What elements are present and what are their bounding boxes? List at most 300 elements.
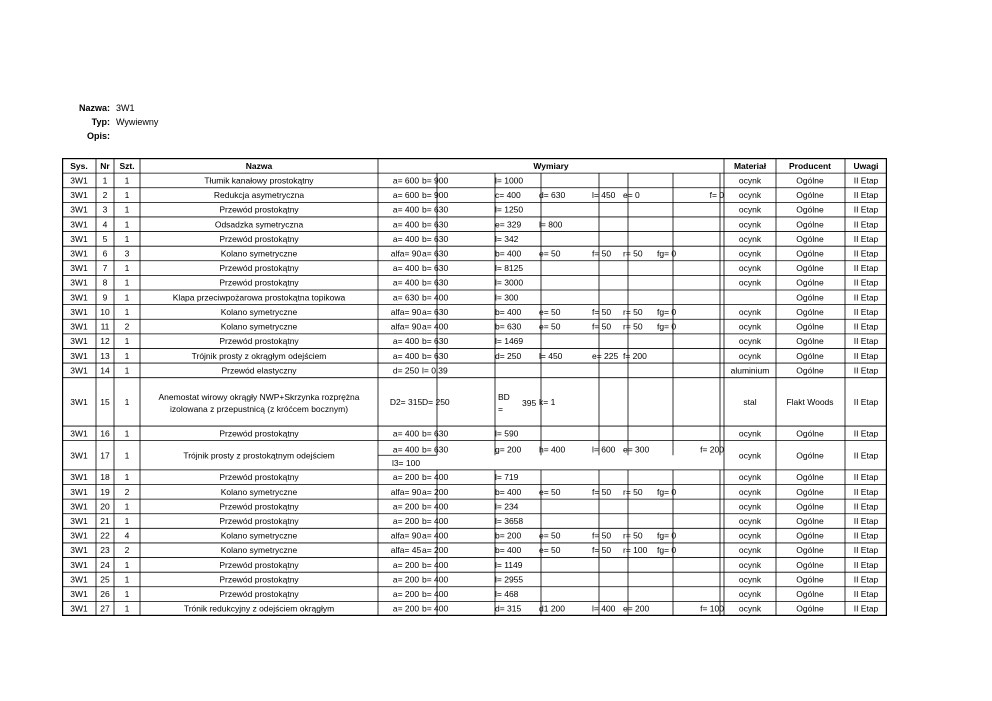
- cell-dim: f= 200: [700, 444, 724, 455]
- cell-material: aluminium: [730, 365, 770, 376]
- cell-uwagi: II Etap: [853, 450, 879, 461]
- column-header-4: Wymiary: [533, 161, 569, 172]
- cell-szt: 1: [124, 336, 130, 347]
- cell-dim: b= 630: [422, 444, 449, 455]
- cell-dim: f= 100: [700, 603, 724, 614]
- cell-nazwa: Kolano symetryczne: [220, 248, 298, 259]
- cell-dim: e= 0: [623, 190, 640, 201]
- cell-dim: alfa= 90: [390, 248, 422, 259]
- cell-dim: 395: [522, 397, 537, 408]
- nazwa-row: [60, 101, 158, 115]
- cell-dim: b= 630: [422, 233, 449, 244]
- cell-uwagi: II Etap: [853, 350, 879, 361]
- cell-dim: f= 50: [592, 306, 612, 317]
- cell-szt: 1: [124, 219, 130, 230]
- cell-szt: 1: [124, 263, 130, 274]
- column-header-7: Uwagi: [853, 161, 879, 172]
- components-table: [62, 158, 887, 616]
- cell-szt: 1: [124, 292, 130, 303]
- cell-dim: d= 630: [539, 190, 566, 201]
- cell-dim: fg= 0: [657, 248, 677, 259]
- cell-sys: 3W1: [70, 428, 88, 439]
- cell-dim: a= 400: [392, 263, 420, 274]
- cell-sys: 3W1: [70, 204, 88, 215]
- cell-dim: b= 400: [422, 559, 449, 570]
- cell-producent: Ogólne: [796, 428, 824, 439]
- cell-sys: 3W1: [70, 248, 88, 259]
- cell-nazwa: Przewód prostokątny: [219, 336, 299, 347]
- cell-dim: a= 400: [392, 428, 420, 439]
- cell-dim: b= 400: [495, 306, 522, 317]
- cell-uwagi: II Etap: [853, 472, 879, 483]
- cell-uwagi: II Etap: [853, 321, 879, 332]
- cell-szt: 1: [124, 204, 130, 215]
- cell-dim: r= 50: [623, 248, 643, 259]
- cell-producent: Ogólne: [796, 350, 824, 361]
- cell-szt: 1: [124, 450, 130, 461]
- cell-dim: e= 50: [539, 248, 561, 259]
- cell-producent: Ogólne: [796, 190, 824, 201]
- cell-nr: 3: [102, 204, 108, 215]
- cell-nr: 6: [102, 248, 108, 259]
- cell-producent: Flakt Woods: [786, 396, 834, 407]
- table-frame: [63, 159, 887, 616]
- column-header-2: Szt.: [119, 161, 135, 172]
- cell-sys: 3W1: [70, 574, 88, 585]
- cell-dim: f= 50: [592, 530, 612, 541]
- cell-uwagi: II Etap: [853, 516, 879, 527]
- cell-dim: f= 50: [592, 248, 612, 259]
- cell-dim: D= 250: [422, 396, 450, 407]
- cell-dim: b= 630: [422, 350, 449, 361]
- cell-uwagi: II Etap: [853, 336, 879, 347]
- cell-sys: 3W1: [70, 559, 88, 570]
- cell-sys: 3W1: [70, 486, 88, 497]
- cell-material: ocynk: [738, 603, 762, 614]
- cell-uwagi: II Etap: [853, 559, 879, 570]
- cell-dim: fg= 0: [657, 545, 677, 556]
- cell-uwagi: II Etap: [853, 204, 879, 215]
- cell-nazwa: Przewód prostokątny: [219, 589, 299, 600]
- cell-nazwa: Trójnik prosty z prostokątnym odejściem: [183, 450, 335, 461]
- cell-uwagi: II Etap: [853, 365, 879, 376]
- cell-dim: g= 200: [495, 444, 522, 455]
- cell-dim: a= 400: [392, 350, 420, 361]
- cell-uwagi: II Etap: [853, 574, 879, 585]
- cell-nazwa: Odsadzka symetryczna: [214, 219, 304, 230]
- cell-material: ocynk: [738, 204, 762, 215]
- cell-nr: 21: [100, 516, 110, 527]
- cell-dim: e= 225: [592, 350, 619, 361]
- cell-dim: alfa= 45: [390, 545, 422, 556]
- cell-nr: 26: [100, 589, 110, 600]
- cell-szt: 4: [124, 530, 130, 541]
- cell-uwagi: II Etap: [853, 292, 879, 303]
- cell-sys: 3W1: [70, 292, 88, 303]
- cell-sys: 3W1: [70, 516, 88, 527]
- cell-producent: Ogólne: [796, 263, 824, 274]
- cell-sys: 3W1: [70, 472, 88, 483]
- cell-nr: 12: [100, 336, 110, 347]
- cell-nr: 4: [102, 219, 108, 230]
- cell-material: ocynk: [738, 190, 762, 201]
- cell-dim: r= 50: [623, 321, 643, 332]
- cell-dim: r= 100: [623, 545, 648, 556]
- cell-nazwa: Przewód prostokątny: [219, 574, 299, 585]
- cell-dim: BD: [498, 391, 510, 402]
- cell-nazwa: Przewód prostokątny: [219, 516, 299, 527]
- cell-material: ocynk: [738, 450, 762, 461]
- cell-dim: e= 50: [539, 530, 561, 541]
- cell-dim: l= 300: [495, 292, 519, 303]
- cell-dim: l= 3658: [495, 516, 524, 527]
- cell-dim: l= 0.39: [422, 365, 448, 376]
- cell-nr: 11: [100, 321, 110, 332]
- cell-szt: 2: [124, 486, 130, 497]
- cell-producent: Ogólne: [796, 516, 824, 527]
- cell-material: ocynk: [738, 501, 762, 512]
- cell-dim: l= 342: [495, 233, 519, 244]
- cell-producent: Ogólne: [796, 277, 824, 288]
- cell-dim: l= 1469: [495, 336, 524, 347]
- cell-dim: d= 250: [392, 365, 420, 376]
- cell-nr: 24: [100, 559, 110, 570]
- cell-dim: l= 400: [592, 603, 616, 614]
- cell-dim: a= 200: [392, 501, 420, 512]
- cell-dim: a= 200: [392, 559, 420, 570]
- cell-dim: fg= 0: [657, 486, 677, 497]
- cell-szt: 1: [124, 350, 130, 361]
- cell-sys: 3W1: [70, 589, 88, 600]
- cell-dim: b= 400: [422, 516, 449, 527]
- cell-uwagi: II Etap: [853, 306, 879, 317]
- cell-dim: alfa= 90: [390, 530, 422, 541]
- cell-dim: b= 630: [422, 204, 449, 215]
- cell-producent: Ogólne: [796, 589, 824, 600]
- cell-uwagi: II Etap: [853, 219, 879, 230]
- cell-szt: 2: [124, 545, 130, 556]
- cell-dim: l= 2955: [495, 574, 524, 585]
- cell-material: ocynk: [738, 559, 762, 570]
- cell-szt: 1: [124, 589, 130, 600]
- cell-dim: l= 590: [495, 428, 519, 439]
- cell-material: ocynk: [738, 516, 762, 527]
- cell-dim: a= 400: [392, 204, 420, 215]
- cell-dim: a= 200: [422, 545, 449, 556]
- cell-dim: b= 630: [422, 428, 449, 439]
- cell-nazwa: Przewód prostokątny: [219, 263, 299, 274]
- cell-dim: e= 329: [495, 219, 522, 230]
- cell-nazwa: Przewód prostokątny: [219, 559, 299, 570]
- column-header-5: Materiał: [733, 161, 767, 172]
- cell-sys: 3W1: [70, 219, 88, 230]
- cell-uwagi: II Etap: [853, 589, 879, 600]
- nazwa-label: Nazwa:: [78, 103, 110, 113]
- cell-dim: a= 200: [392, 603, 420, 614]
- cell-nr: 18: [100, 472, 110, 483]
- cell-szt: 1: [124, 472, 130, 483]
- cell-dim: r= 50: [623, 306, 643, 317]
- cell-nr: 19: [100, 486, 110, 497]
- cell-nr: 5: [102, 233, 108, 244]
- cell-nazwa: Przewód prostokątny: [219, 472, 299, 483]
- cell-dim: e= 200: [623, 603, 650, 614]
- cell-material: ocynk: [738, 350, 762, 361]
- cell-szt: 1: [124, 428, 130, 439]
- cell-dim: b= 900: [422, 175, 449, 186]
- cell-dim: b= 400: [422, 603, 449, 614]
- cell-producent: Ogólne: [796, 336, 824, 347]
- cell-dim: a= 200: [392, 574, 420, 585]
- cell-dim: a= 200: [392, 516, 420, 527]
- cell-dim: alfa= 90: [390, 486, 422, 497]
- cell-dim: b= 630: [422, 219, 449, 230]
- cell-dim: a= 400: [392, 219, 420, 230]
- cell-nr: 25: [100, 574, 110, 585]
- cell-producent: Ogólne: [796, 603, 824, 614]
- cell-sys: 3W1: [70, 321, 88, 332]
- cell-nazwa: Przewód prostokątny: [219, 204, 299, 215]
- cell-dim: b= 400: [422, 292, 449, 303]
- cell-dim: b= 400: [495, 248, 522, 259]
- cell-nazwa: Kolano symetryczne: [220, 545, 298, 556]
- cell-uwagi: II Etap: [853, 175, 879, 186]
- cell-producent: Ogólne: [796, 574, 824, 585]
- cell-szt: 1: [124, 233, 130, 244]
- cell-sys: 3W1: [70, 450, 88, 461]
- cell-material: ocynk: [738, 336, 762, 347]
- cell-dim: e= 50: [539, 306, 561, 317]
- cell-dim: d= 315: [495, 603, 522, 614]
- cell-sys: 3W1: [70, 175, 88, 186]
- cell-dim: D2= 315: [389, 396, 423, 407]
- cell-dim: r= 50: [623, 530, 643, 541]
- cell-producent: Ogólne: [796, 501, 824, 512]
- cell-uwagi: II Etap: [853, 190, 879, 201]
- cell-dim: a= 600: [392, 190, 420, 201]
- cell-nr: 7: [102, 263, 108, 274]
- cell-nr: 14: [100, 365, 110, 376]
- cell-nr: 13: [100, 350, 110, 361]
- cell-dim: b= 200: [495, 530, 522, 541]
- cell-szt: 1: [124, 574, 130, 585]
- cell-material: ocynk: [738, 277, 762, 288]
- cell-nazwa: Przewód prostokątny: [219, 277, 299, 288]
- cell-dim: l= 800: [539, 219, 563, 230]
- cell-producent: Ogólne: [796, 472, 824, 483]
- cell-nazwa: izolowana z przepustnicą (z króćcem bocznym): [169, 403, 349, 414]
- cell-sys: 3W1: [70, 530, 88, 541]
- cell-dim: b= 630: [422, 263, 449, 274]
- cell-producent: Ogólne: [796, 365, 824, 376]
- cell-producent: Ogólne: [796, 248, 824, 259]
- cell-dim: r= 50: [623, 486, 643, 497]
- cell-dim: f= 50: [592, 486, 612, 497]
- cell-dim: fg= 0: [657, 321, 677, 332]
- cell-uwagi: II Etap: [853, 530, 879, 541]
- cell-dim: l= 3000: [495, 277, 524, 288]
- cell-nazwa: Przewód prostokątny: [219, 233, 299, 244]
- cell-dim: c= 400: [495, 190, 521, 201]
- cell-sys: 3W1: [70, 545, 88, 556]
- cell-producent: Ogólne: [796, 486, 824, 497]
- cell-sys: 3W1: [70, 336, 88, 347]
- cell-dim: e= 300: [623, 444, 650, 455]
- cell-nazwa: Przewód elastyczny: [221, 365, 297, 376]
- cell-dim: e= 50: [539, 486, 561, 497]
- cell-nazwa: Klapa przeciwpożarowa prostokątna topikowa: [172, 292, 346, 303]
- cell-dim: l3= 100: [391, 457, 421, 468]
- cell-material: ocynk: [738, 472, 762, 483]
- cell-producent: Ogólne: [796, 204, 824, 215]
- cell-dim: l= 1000: [495, 175, 524, 186]
- cell-nr: 15: [100, 396, 110, 407]
- cell-nr: 20: [100, 501, 110, 512]
- cell-nazwa: Przewód prostokątny: [219, 501, 299, 512]
- cell-producent: Ogólne: [796, 545, 824, 556]
- cell-dim: l= 450: [539, 350, 563, 361]
- cell-szt: 1: [124, 175, 130, 186]
- cell-nazwa: Kolano symetryczne: [220, 306, 298, 317]
- cell-producent: Ogólne: [796, 233, 824, 244]
- cell-producent: Ogólne: [796, 219, 824, 230]
- components-table-grid: [62, 158, 887, 616]
- cell-uwagi: II Etap: [853, 428, 879, 439]
- cell-nazwa: Redukcja asymetryczna: [213, 190, 305, 201]
- cell-material: ocynk: [738, 175, 762, 186]
- cell-dim: a= 400: [392, 444, 420, 455]
- cell-dim: a= 400: [422, 321, 449, 332]
- cell-sys: 3W1: [70, 501, 88, 512]
- cell-producent: Ogólne: [796, 559, 824, 570]
- cell-dim: a= 200: [392, 589, 420, 600]
- cell-nazwa: Trójnik prosty z okrągłym odejściem: [191, 350, 327, 361]
- cell-nr: 1: [102, 175, 108, 186]
- cell-uwagi: II Etap: [853, 277, 879, 288]
- cell-sys: 3W1: [70, 603, 88, 614]
- cell-uwagi: II Etap: [853, 486, 879, 497]
- cell-nr: 27: [100, 603, 110, 614]
- cell-uwagi: II Etap: [853, 233, 879, 244]
- cell-sys: 3W1: [70, 396, 88, 407]
- cell-producent: Ogólne: [796, 530, 824, 541]
- cell-dim: b= 400: [422, 589, 449, 600]
- cell-dim: a= 400: [392, 277, 420, 288]
- cell-szt: 1: [124, 516, 130, 527]
- cell-dim: a= 400: [392, 233, 420, 244]
- cell-dim: fg= 0: [657, 530, 677, 541]
- cell-sys: 3W1: [70, 277, 88, 288]
- cell-producent: Ogólne: [796, 450, 824, 461]
- cell-dim: a= 630: [422, 248, 449, 259]
- cell-dim: a= 400: [392, 336, 420, 347]
- cell-dim: l= 1250: [495, 204, 524, 215]
- cell-szt: 1: [124, 603, 130, 614]
- cell-dim: b= 400: [422, 472, 449, 483]
- cell-material: ocynk: [738, 486, 762, 497]
- cell-dim: a= 200: [422, 486, 449, 497]
- cell-szt: 1: [124, 365, 130, 376]
- cell-uwagi: II Etap: [853, 396, 879, 407]
- cell-dim: b= 630: [422, 336, 449, 347]
- cell-dim: fg= 0: [657, 306, 677, 317]
- cell-nr: 8: [102, 277, 108, 288]
- cell-szt: 1: [124, 559, 130, 570]
- cell-dim: f= 0: [709, 190, 724, 201]
- cell-dim: f= 200: [623, 350, 647, 361]
- cell-dim: l= 468: [495, 589, 519, 600]
- column-header-6: Producent: [788, 161, 832, 172]
- cell-dim: =: [498, 403, 503, 414]
- cell-nr: 10: [100, 306, 110, 317]
- cell-nr: 9: [102, 292, 108, 303]
- cell-producent: Ogólne: [796, 306, 824, 317]
- cell-sys: 3W1: [70, 306, 88, 317]
- nazwa-value: 3W1: [116, 103, 135, 113]
- cell-material: ocynk: [738, 530, 762, 541]
- cell-producent: Ogólne: [796, 292, 824, 303]
- cell-sys: 3W1: [70, 263, 88, 274]
- cell-sys: 3W1: [70, 365, 88, 376]
- cell-dim: d1 200: [539, 603, 565, 614]
- cell-dim: b= 400: [495, 486, 522, 497]
- cell-dim: l= 450: [592, 190, 616, 201]
- cell-dim: l= 719: [495, 472, 519, 483]
- opis-label: Opis:: [86, 131, 110, 141]
- document-header: [60, 101, 158, 143]
- cell-nr: 17: [100, 450, 110, 461]
- column-header-3: Nazwa: [245, 161, 273, 172]
- cell-nazwa: Kolano symetryczne: [220, 530, 298, 541]
- cell-dim: a= 600: [392, 175, 420, 186]
- cell-uwagi: II Etap: [853, 545, 879, 556]
- cell-dim: f= 50: [592, 545, 612, 556]
- cell-nr: 16: [100, 428, 110, 439]
- cell-sys: 3W1: [70, 190, 88, 201]
- cell-szt: 1: [124, 277, 130, 288]
- typ-label: Typ:: [91, 117, 110, 127]
- cell-dim: k= 1: [539, 396, 556, 407]
- cell-material: ocynk: [738, 321, 762, 332]
- opis-row: [60, 129, 158, 143]
- cell-szt: 1: [124, 306, 130, 317]
- cell-nazwa: Kolano symetryczne: [220, 486, 298, 497]
- cell-nr: 2: [102, 190, 108, 201]
- column-header-1: Nr: [100, 161, 110, 172]
- cell-material: ocynk: [738, 306, 762, 317]
- cell-dim: a= 200: [392, 472, 420, 483]
- cell-nazwa: Tłumik kanałowy prostokątny: [204, 175, 314, 186]
- column-header-0: Sys.: [70, 161, 88, 172]
- cell-dim: b= 900: [422, 190, 449, 201]
- cell-producent: Ogólne: [796, 321, 824, 332]
- cell-material: ocynk: [738, 574, 762, 585]
- cell-nazwa: Kolano symetryczne: [220, 321, 298, 332]
- cell-dim: b= 400: [422, 574, 449, 585]
- cell-nazwa: Trónik redukcyjny z odejściem okrągłym: [183, 603, 335, 614]
- cell-uwagi: II Etap: [853, 263, 879, 274]
- cell-dim: l= 8125: [495, 263, 524, 274]
- cell-material: ocynk: [738, 263, 762, 274]
- cell-nazwa: Anemostat wirowy okrągły NWP+Skrzynka rozprężna: [158, 391, 360, 402]
- cell-material: ocynk: [738, 248, 762, 259]
- cell-dim: a= 400: [422, 530, 449, 541]
- cell-uwagi: II Etap: [853, 248, 879, 259]
- cell-dim: b= 400: [495, 545, 522, 556]
- cell-material: ocynk: [738, 545, 762, 556]
- cell-material: ocynk: [738, 589, 762, 600]
- cell-szt: 1: [124, 396, 130, 407]
